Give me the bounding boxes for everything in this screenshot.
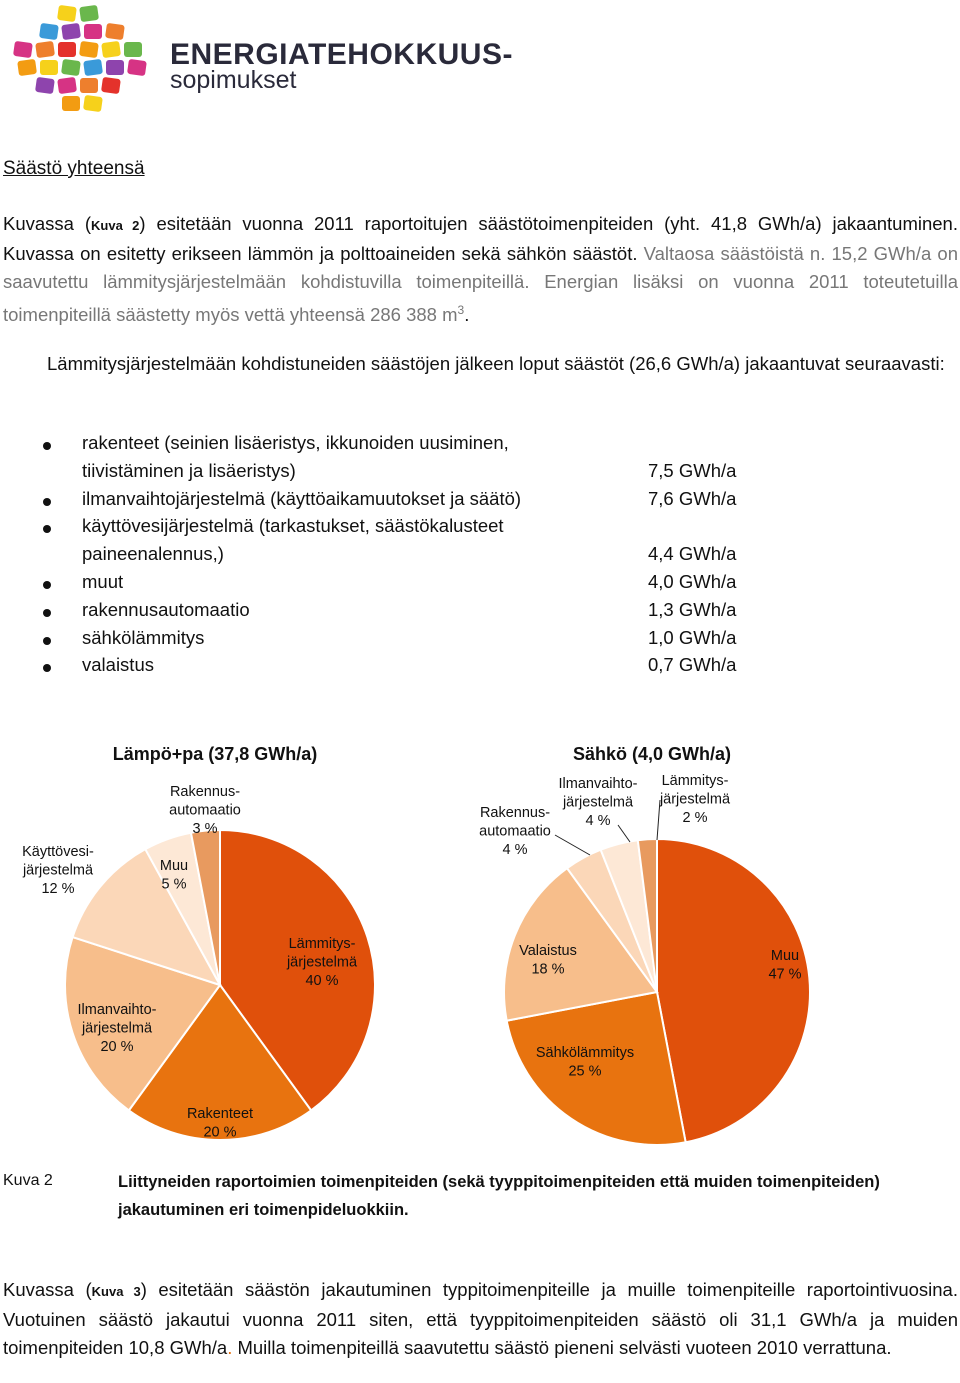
paragraph-kuva3: [3, 1276, 958, 1362]
logo-tile: [35, 77, 55, 94]
logo-tile: [80, 78, 98, 93]
list-item-label-cont: tiivistäminen ja lisäeristys): [82, 459, 296, 481]
logo-tile: [84, 24, 102, 39]
pie-charts: [0, 730, 960, 1150]
logo-tile: [79, 41, 99, 58]
logo-tile: [124, 42, 142, 57]
figure-ref-kuva2: Kuva 2: [91, 218, 140, 233]
leader-line: [618, 825, 630, 842]
para3-text-b: ) esitetään säästön jakautuminen typpitoimenpiteille ja muille toimenpiteille raportointivuosina. Vuotuinen säästö jakautui vuonna 2011 siten, että tyyppitoimenpiteiden säästö oli 31,1 GWh/a ja muiden toimenpiteiden 10,8 GWh/a: [3, 1279, 958, 1358]
para3-dot: .: [227, 1337, 233, 1358]
list-item-label: muut: [82, 571, 124, 592]
list-item-value: 7,5 GWh/a: [648, 459, 737, 481]
slice-label: Ilmanvaihto-järjestelmä 20 %: [77, 1002, 157, 1055]
logo-tile: [79, 5, 99, 22]
logo-tile: [127, 59, 147, 76]
logo-tile: [58, 42, 76, 57]
logo-tile: [106, 60, 124, 75]
slice-label: Sähkölämmitys 25 %: [535, 1045, 635, 1080]
chart-title: Sähkö (4,0 GWh/a): [572, 744, 732, 764]
pie-slice: [657, 839, 810, 1142]
logo-tile: [39, 23, 59, 40]
logo-tile: [61, 23, 81, 40]
para1-end: .: [464, 304, 470, 326]
list-item-label-cont: paineenalennus,): [82, 543, 224, 565]
list-item-label: rakenteet (seinien lisäeristys, ikkunoiden uusiminen,: [82, 432, 509, 453]
para3-text-a: Kuvassa (: [3, 1279, 92, 1300]
figure-ref-kuva3: Kuva 3: [91, 1284, 141, 1299]
list-item-value: 1,3 GWh/a: [648, 598, 737, 620]
slice-label: Lämmitys-järjestelmä 2 %: [659, 773, 731, 826]
section-heading: Säästö yhteensä: [3, 158, 145, 179]
slice-label: Rakennus-automaatio 4 %: [479, 805, 551, 858]
logo-tile: [17, 59, 37, 76]
logo-subtitle: sopimukset: [170, 66, 297, 94]
pie-chart-2: [479, 744, 810, 1145]
slice-label: Ilmanvaihto-järjestelmä 4 %: [558, 776, 638, 829]
logo-tile: [57, 77, 77, 94]
logo-tile: [83, 59, 103, 76]
paragraph-intro: [3, 210, 958, 329]
logo-mark: [0, 0, 165, 120]
logo-tile: [13, 41, 33, 58]
chart-title: Lämpö+pa (37,8 GWh/a): [112, 744, 318, 764]
pie-chart-1: [22, 744, 375, 1141]
bullet-icon: [43, 609, 51, 617]
bullet-icon: [43, 442, 51, 450]
slice-label: Muu 5 %: [159, 858, 189, 893]
logo-tile: [105, 23, 125, 40]
bullet-icon: [43, 498, 51, 506]
bullet-icon: [43, 525, 51, 533]
list-item-value: 4,4 GWh/a: [648, 543, 737, 565]
logo-tile: [101, 77, 121, 94]
logo-tile: [40, 60, 58, 75]
list-item-value: 7,6 GWh/a: [648, 487, 737, 509]
leader-line: [555, 835, 590, 855]
para1-text-a: Kuvassa (: [3, 213, 92, 234]
logo-tile: [83, 95, 103, 112]
paragraph-remaining: Lämmitysjärjestelmään kohdistuneiden säästöjen jälkeen loput säästöt (26,6 GWh/a) jakaantuvat seuraavasti:: [47, 353, 945, 374]
logo-tile: [101, 41, 121, 58]
bullet-icon: [43, 581, 51, 589]
slice-label: Lämmitys-järjestelmä 40 %: [286, 936, 358, 989]
logo-tile: [62, 96, 80, 111]
list-item-label: ilmanvaihtojärjestelmä (käyttöaikamuutokset ja säätö): [82, 487, 522, 509]
list-item-value: 1,0 GWh/a: [648, 626, 737, 648]
list-item-value: 0,7 GWh/a: [648, 654, 737, 676]
slice-label: Rakenteet 20 %: [186, 1106, 254, 1141]
logo-tile: [61, 59, 81, 76]
slice-label: Muu 47 %: [768, 948, 802, 983]
bullet-icon: [43, 664, 51, 672]
para1-text-c: Valtaosa säästöistä n. 15,2 GWh/a on saavutettu lämmitysjärjestelmään kohdistuvilla toimenpiteillä. Energian lisäksi on vuonna 2011 toteutetuilla toimenpiteillä säästetty myös vettä yhteensä 286 388 m: [3, 243, 958, 326]
para1-text-b: ) esitetään vuonna 2011 raportoitujen säästötoimenpiteiden (yht. 41,8 GWh/a) jakaantuminen. Kuvassa on esitetty erikseen lämmön ja polttoaineiden sekä sähkön säästöt.: [3, 213, 958, 264]
logo-tile: [35, 41, 55, 58]
caption-label: Kuva 2: [3, 1172, 53, 1189]
bullet-icon: [43, 637, 51, 645]
list-item-label: valaistus: [82, 654, 154, 676]
slice-label: Valaistus 18 %: [519, 943, 577, 978]
para3-text-c: Muilla toimenpiteillä saavutettu säästö pieneni selvästi vuoteen 2010 verrattuna.: [232, 1337, 892, 1358]
list-item-value: 4,0 GWh/a: [648, 571, 737, 592]
para1-superscript: 3: [457, 303, 465, 317]
figure-caption: Liittyneiden raportoimien toimenpiteiden (sekä tyyppitoimenpiteiden että muiden toimenpiteiden) jakautuminen eri toimenpideluokkiin.: [118, 1173, 880, 1219]
list-item-label: rakennusautomaatio: [82, 598, 250, 620]
logo-title: ENERGIATEHOKKUUS-: [170, 38, 513, 71]
logo-tile: [57, 5, 77, 22]
list-item-label: sähkölämmitys: [82, 626, 205, 648]
slice-label: Rakennus-automaatio 3 %: [169, 784, 241, 837]
slice-label: Käyttövesi-järjestelmä 12 %: [22, 844, 94, 897]
list-item-label: käyttövesijärjestelmä (tarkastukset, säästökalusteet: [82, 515, 504, 537]
